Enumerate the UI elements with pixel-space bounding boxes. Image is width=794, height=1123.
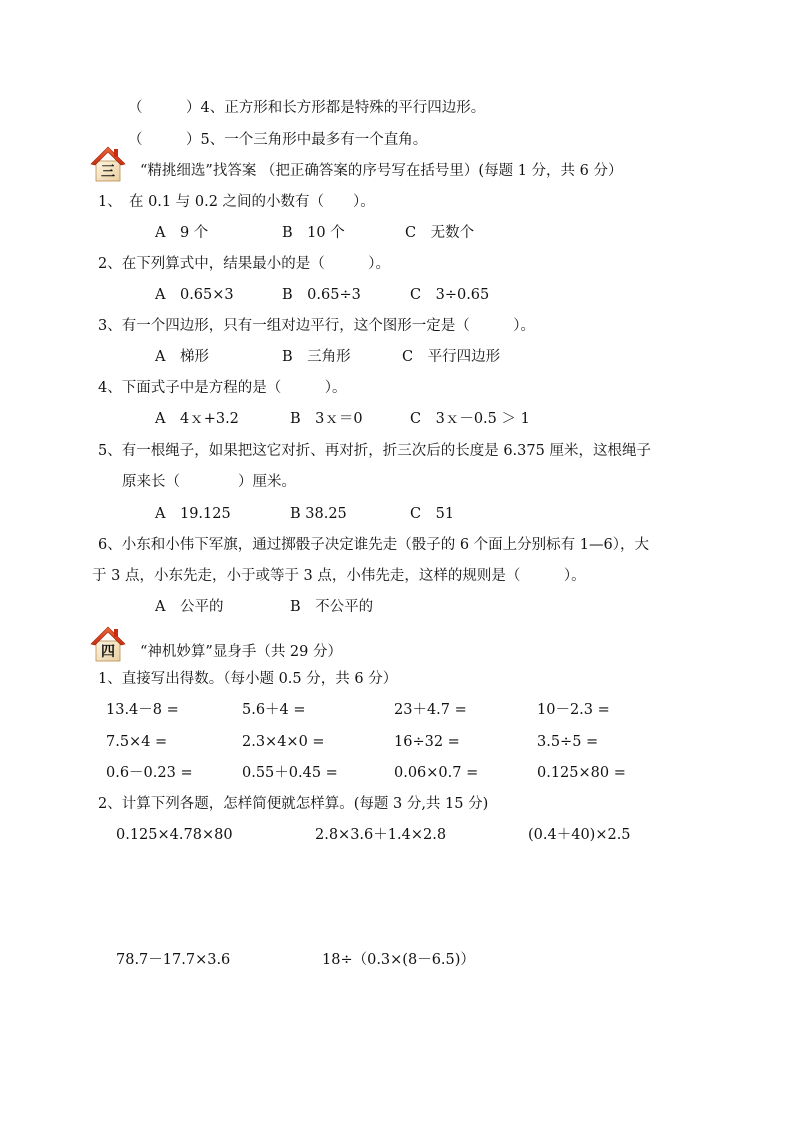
question-4-option-b: B 3ｘ＝0 (290, 411, 363, 427)
subquestion-2-title: 2、计算下列各题，怎样简便就怎样算。(每题 3 分,共 15 分) (98, 796, 489, 812)
house-icon (90, 624, 126, 662)
section-3-title: “精挑细选”找答案 （把正确答案的序号写在括号里）(每题 1 分，共 6 分） (140, 163, 623, 179)
oral-item: 0.55＋0.45 = (242, 765, 338, 781)
question-5-stem: 5、有一根绳子，如果把这它对折、再对折，折三次后的长度是 6.375 厘米，这根绳子 (98, 443, 651, 459)
question-4-option-a: A 4ｘ+3.2 (155, 411, 239, 427)
judge-item-5: （ ）5、一个三角形中最多有一个直角。 (128, 132, 428, 148)
oral-item: 16÷32 = (394, 734, 460, 750)
question-5-stem-continued: 原来长（ ）厘米。 (122, 474, 296, 490)
oral-item: 0.125×80 = (537, 765, 626, 781)
question-1-option-a: A 9 个 (155, 225, 209, 241)
oral-item: 10－2.3 = (537, 702, 610, 718)
question-6-stem-continued: 于 3 点，小东先走，小于或等于 3 点，小伟先走，这样的规则是（ ）。 (92, 568, 586, 584)
section-badge-4: 四 (101, 644, 115, 660)
question-6-option-b: B 不公平的 (290, 599, 374, 615)
question-2-stem: 2、在下列算式中，结果最小的是（ ）。 (98, 256, 390, 272)
calc-item: 0.125×4.78×80 (116, 827, 233, 843)
section-badge-3: 三 (101, 164, 115, 180)
calc-item: (0.4＋40)×2.5 (528, 827, 631, 843)
question-6-option-a: A 公平的 (155, 599, 224, 615)
house-icon (90, 144, 126, 182)
judge-item-4: （ ）4、正方形和长方形都是特殊的平行四边形。 (128, 100, 486, 116)
question-1-stem: 1、 在 0.1 与 0.2 之间的小数有（ ）。 (98, 194, 375, 210)
question-1-option-c: C 无数个 (405, 225, 475, 241)
oral-item: 0.6－0.23 = (106, 765, 193, 781)
question-2-option-a: A 0.65×3 (155, 287, 234, 303)
calc-item: 18÷（0.3×(8－6.5)） (322, 952, 475, 968)
calc-item: 2.8×3.6＋1.4×2.8 (315, 827, 447, 843)
question-3-stem: 3、有一个四边形，只有一组对边平行，这个图形一定是（ ）。 (98, 318, 535, 334)
question-2-option-b: B 0.65÷3 (282, 287, 361, 303)
question-3-option-c: C 平行四边形 (402, 349, 501, 365)
section-4-title: “神机妙算”显身手（共 29 分） (140, 644, 342, 660)
question-5-option-b: B 38.25 (290, 506, 347, 522)
question-4-stem: 4、下面式子中是方程的是（ ）。 (98, 380, 347, 396)
question-3-option-a: A 梯形 (155, 349, 209, 365)
oral-item: 7.5×4 = (106, 734, 168, 750)
oral-item: 13.4－8 = (106, 702, 179, 718)
oral-item: 5.6＋4 = (242, 702, 306, 718)
oral-item: 3.5÷5 = (537, 734, 599, 750)
question-5-option-c: C 51 (410, 506, 455, 522)
question-2-option-c: C 3÷0.65 (410, 287, 490, 303)
question-6-stem: 6、小东和小伟下军旗，通过掷骰子决定谁先走（骰子的 6 个面上分别标有 1—6），大 (98, 537, 649, 553)
question-5-option-a: A 19.125 (155, 506, 231, 522)
oral-item: 23＋4.7 = (394, 702, 467, 718)
subquestion-1-title: 1、直接写出得数。（每小题 0.5 分，共 6 分） (98, 671, 398, 687)
calc-item: 78.7－17.7×3.6 (116, 952, 231, 968)
question-1-option-b: B 10 个 (282, 225, 345, 241)
oral-item: 0.06×0.7 = (394, 765, 479, 781)
oral-item: 2.3×4×0 = (242, 734, 325, 750)
question-4-option-c: C 3ｘ－0.5 ＞ 1 (410, 411, 530, 427)
question-3-option-b: B 三角形 (282, 349, 351, 365)
